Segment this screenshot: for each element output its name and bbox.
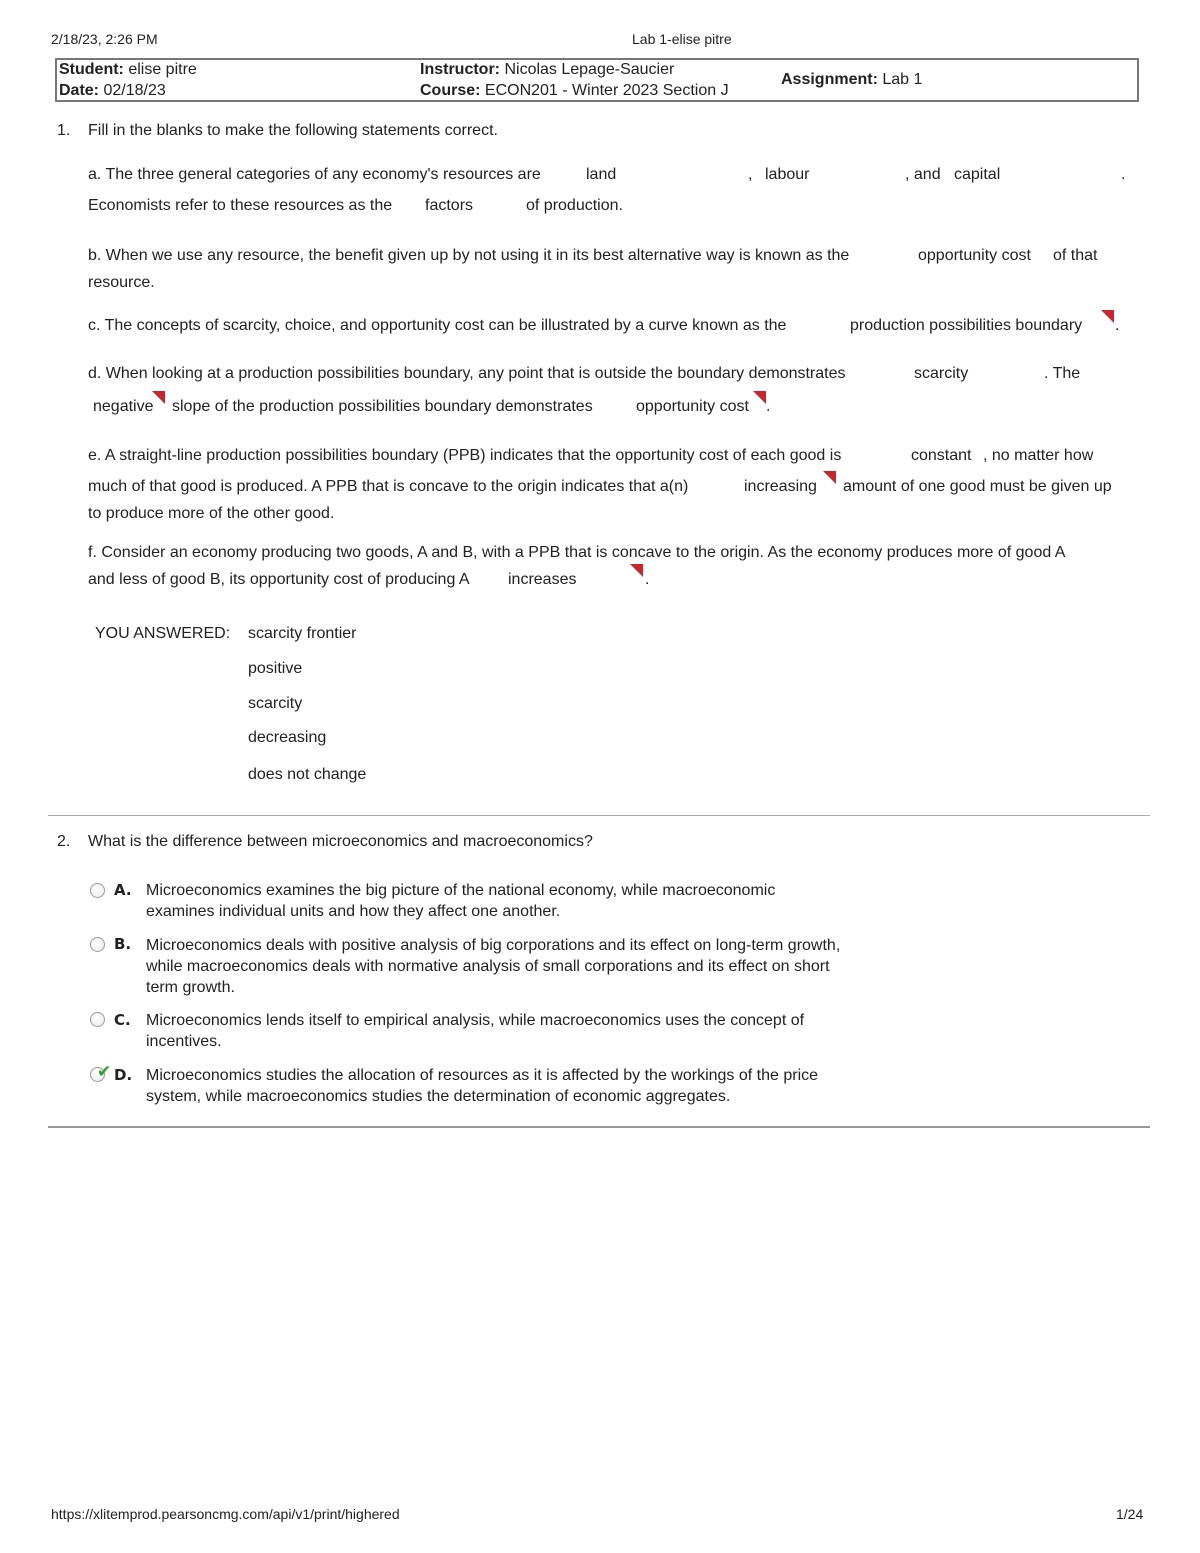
q1e-text: e. A straight-line production possibilities boundary (PPB) indicates that the opportunity cost of each good is [88, 447, 842, 464]
assignment-name: Lab 1 [882, 71, 923, 88]
q1f-text: f. Consider an economy producing two goods, A and B, with a PPB that is concave to the origin. As the economy produces more of good A [88, 544, 1066, 561]
student-label: Student: [59, 61, 124, 78]
print-title: Lab 1-elise pitre [632, 31, 732, 47]
q1e-text-5: to produce more of the other good. [88, 505, 335, 522]
q1a-period: . [1121, 166, 1126, 183]
q1d-text-3: slope of the production possibilities boundary demonstrates [172, 398, 593, 415]
question-1-number: 1. [57, 122, 71, 139]
you-answered-label: YOU ANSWERED: [95, 625, 231, 642]
radio-option-c[interactable] [90, 1012, 105, 1027]
print-datetime: 2/18/23, 2:26 PM [51, 31, 158, 47]
incorrect-flag-icon [823, 471, 836, 484]
option-c-text: Microeconomics lends itself to empirical analysis, while macroeconomics uses the concept of incentives. [146, 1012, 805, 1050]
q1d-text: d. When looking at a production possibilities boundary, any point that is outside the boundary demonstrates [88, 365, 846, 382]
q1e-text-4: amount of one good must be given up [843, 478, 1112, 495]
q1a-text: a. The three general categories of any economy's resources are [88, 166, 541, 183]
page-number: 1/24 [1116, 1506, 1144, 1522]
q1d-blank-3: opportunity cost [636, 398, 749, 415]
q1d-period: . [766, 398, 771, 415]
option-b-letter: B. [114, 935, 132, 953]
question-2-number: 2. [57, 833, 71, 850]
q1a-blank-2: labour [765, 166, 810, 183]
q1f-text-2: and less of good B, its opportunity cost of producing A [88, 571, 470, 588]
radio-option-b[interactable] [90, 937, 105, 952]
option-d-letter: D. [114, 1066, 133, 1084]
course-row [420, 82, 729, 100]
q1d-text-2: . The [1044, 365, 1081, 382]
incorrect-flag-icon [630, 564, 643, 577]
assignment-row [781, 71, 922, 89]
q1c-blank-1: production possibilities boundary [850, 317, 1083, 334]
answer-item: decreasing [248, 729, 327, 746]
course-label: Course: [420, 82, 481, 99]
footer-url: https://xlitemprod.pearsoncmg.com/api/v1/print/highered [51, 1506, 400, 1522]
answer-item: does not change [248, 766, 367, 783]
q1a-and: , and [905, 166, 941, 183]
radio-option-a[interactable] [90, 883, 105, 898]
q1e-blank-2: increasing [744, 478, 817, 495]
instructor-name: Nicolas Lepage-Saucier [504, 61, 675, 78]
q1b-text-2: of that [1053, 247, 1098, 264]
option-c-letter: C. [114, 1011, 131, 1029]
answer-item: positive [248, 660, 303, 677]
instructor-row [420, 61, 674, 79]
assignment-label: Assignment: [781, 71, 878, 88]
q1b-text-3: resource. [88, 274, 155, 291]
incorrect-flag-icon [753, 391, 766, 404]
date-value: 02/18/23 [103, 82, 166, 99]
date-label: Date: [59, 82, 100, 99]
answer-item: scarcity frontier [248, 625, 357, 642]
q1f-period: . [645, 571, 650, 588]
question-1-prompt: Fill in the blanks to make the following statements correct. [88, 122, 498, 139]
q1d-blank-2: negative [93, 398, 154, 415]
q1e-text-3: much of that good is produced. A PPB that is concave to the origin indicates that a(n) [88, 478, 689, 495]
student-row [59, 61, 197, 79]
correct-check-icon: ✔ [97, 1062, 112, 1082]
date-row [59, 82, 166, 100]
q1b-blank-1: opportunity cost [918, 247, 1031, 264]
student-name: elise pitre [128, 61, 197, 78]
question-divider [48, 1126, 1150, 1128]
q1a-text-2: Economists refer to these resources as the [88, 197, 393, 214]
question-divider [48, 815, 1150, 816]
question-2-prompt: What is the difference between microeconomics and macroeconomics? [88, 833, 593, 850]
q1f-blank-1: increases [508, 571, 577, 588]
option-a-letter: A. [114, 881, 132, 899]
q1e-blank-1: constant [911, 447, 972, 464]
incorrect-flag-icon [152, 391, 165, 404]
option-b-text: Microeconomics deals with positive analysis of big corporations and its effect on long-term growth, while macroeconomics deals with normative analysis of small corporations and its effect on short term growth. [146, 937, 841, 996]
q1a-text-3: of production. [526, 197, 623, 214]
q1c-period: . [1115, 317, 1120, 334]
q1d-blank-1: scarcity [914, 365, 969, 382]
instructor-label: Instructor: [420, 61, 500, 78]
course-name: ECON201 - Winter 2023 Section J [484, 82, 729, 99]
incorrect-flag-icon [1101, 310, 1114, 323]
q1a-comma: , [748, 166, 753, 183]
option-d-text: Microeconomics studies the allocation of resources as it is affected by the workings of the price system, while macroeconomics studies the determination of economic aggregates. [146, 1067, 819, 1105]
q1e-text-2: , no matter how [983, 447, 1094, 464]
q1a-blank-4: factors [425, 197, 474, 214]
q1b-text: b. When we use any resource, the benefit given up by not using it in its best alternative way is known as the [88, 247, 850, 264]
option-a-text: Microeconomics examines the big picture of the national economy, while macroeconomic examines individual units and how they affect one another. [146, 882, 776, 920]
q1a-blank-3: capital [954, 166, 1001, 183]
q1c-text: c. The concepts of scarcity, choice, and opportunity cost can be illustrated by a curve known as the [88, 317, 787, 334]
q1a-blank-1: land [586, 166, 617, 183]
answer-item: scarcity [248, 695, 303, 712]
